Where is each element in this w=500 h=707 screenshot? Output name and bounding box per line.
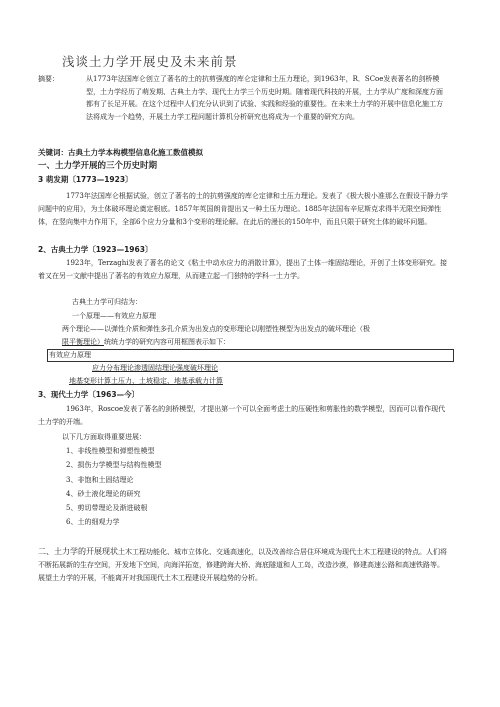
limit-equilibrium-text: 限平衡理论） bbox=[62, 338, 104, 346]
period-2-text: 1923年，Terzaghi发表了著名的论文《粘土中动水应力的消散计算》，提出了土体一维固结理论，开创了土体变形研究。接着又在另一文献中提出了著名的有效应力原理，从而建立起一门独特的学科一土力学。 bbox=[38, 259, 448, 280]
diagram-box bbox=[47, 349, 454, 362]
list-item: 5、剪切带理论及渐进破根 bbox=[66, 504, 148, 512]
diagram-row-2: 地基变形计算土压力、土坡稳定、地基承载力计算 bbox=[69, 377, 223, 385]
section-1-heading: 一、土力学开展的三个历史时期 bbox=[38, 161, 158, 171]
section-2-text: 土木工程功能化、城市立体化、交通高速化，以及改善综合居住环境成为现代土木工程建设的特点。人们将不断拓展新的生存空间，开发地下空间，向海洋拓宽，修建跨海大桥、海底隧道和人工岛，改造沙漠，修建高速公路和高速铁路等。展望土力学的开展，不能离开对我国现代土木工程建设开展趋势的分析。 bbox=[38, 548, 447, 582]
section-2-heading: 二、土力学的开展现状 bbox=[38, 547, 118, 556]
abstract bbox=[38, 73, 448, 123]
list-item: 2、损伤力学模型与结构性模型 bbox=[66, 461, 162, 469]
document-title: 浅谈土力学开展史及未来前景 bbox=[62, 54, 238, 69]
period-3-heading: 3、现代土力学〔1963—今〕 bbox=[38, 390, 140, 399]
period-3-text: 1963年，Roscoe发表了著名的剑桥模型，才提出第一个可以全面考虑土的压硬性和剪胀性的数学模型，因而可以看作现代土力学的开端。 bbox=[38, 405, 446, 426]
abstract-label: 摘要： bbox=[38, 75, 59, 83]
framework-note: 统统力学的研究内容可用框图表示如下： bbox=[104, 338, 230, 346]
list-item: 3、非饱和土固结理论 bbox=[66, 476, 134, 484]
period-1-text: 1773年法国库仑根据试验，创立了著名的土的抗剪强度的库仑定律和土压力理论。发表了《极大极小准那么在假设干静力学问题中的应用》，为土体破坏理论奠定根底。1857年英国朗肯提出又一种土压力理论。1885年法国布辛尼斯克求得半无限空间弹性体，在竖向集中力作用下，全部6个应力分量和3个变形的理论解。在此后的漫长的150年中，而且只限于研究土体的破坏问题。 bbox=[38, 192, 448, 226]
list-item: 4、砂土液化理论的研究 bbox=[66, 490, 141, 498]
keywords: 关键词：古典土力学本构模型信息化施工数值模拟 bbox=[38, 148, 203, 157]
list-item: 1、非线性模型和弹塑性模型 bbox=[66, 447, 155, 455]
period-2-heading: 2、古典土力学〔1923—1963〕 bbox=[38, 245, 153, 254]
period-1-heading: 3 萌发期〔1773—1923〕 bbox=[38, 175, 133, 184]
one-principle: 一个原理——有效应力原理 bbox=[72, 312, 156, 320]
progress-intro: 以下几方面取得重要进展： bbox=[62, 433, 146, 441]
list-item: 6、土的细观力学 bbox=[66, 518, 120, 526]
abstract-text: 从1773年法国库仑创立了著名的土的抗剪强度的库仑定律和土压力理论，到1963年，R．SCoe发表著名的剑桥模型，土力学经历了萌发期、古典土力学、现代土力学三个历史时期。随着现代科技的开展，土力学从广度和深度方面都有了长足开展。在这个过程中人们充分认识到了试验、实践和经验的重要性。在未来土力学的开展中信息化施工方法将成为一个趋势，开展土力学工程问题计算机分析研究也将成为一个重要的研究方向。 bbox=[86, 75, 443, 121]
section-2 bbox=[38, 546, 448, 584]
two-theories-cont bbox=[62, 336, 230, 348]
classical-summary: 古典土力学可归结为： bbox=[72, 298, 142, 306]
diagram-box-text: 有效应力原理 bbox=[49, 351, 91, 359]
diagram-row-1: 应力分布理论渗透固结理论强度破坏理论 bbox=[92, 364, 218, 372]
two-theories: 两个理论——以弹性介质和弹性多孔介质为出发点的变形理论以刚塑性模型为出发点的破坏理论（极 bbox=[62, 325, 370, 333]
